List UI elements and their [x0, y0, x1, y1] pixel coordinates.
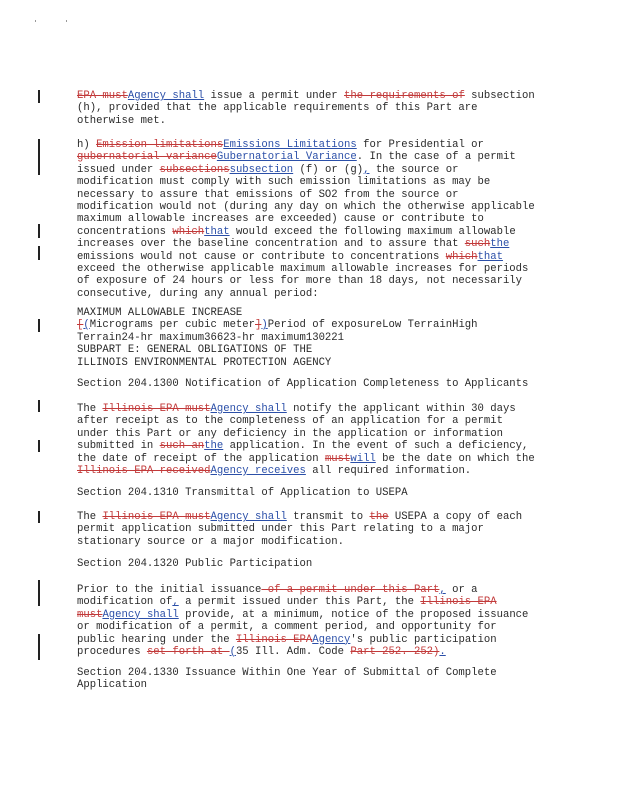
change-bar [38, 511, 40, 523]
text-segment: exceed the otherwise applicable maximum allowable increases for periods [77, 262, 529, 275]
deleted-text: the [369, 511, 389, 523]
text-line [77, 189, 547, 201]
text-segment: 's public participation [350, 633, 497, 646]
inserted-text: Gubernatorial Variance [216, 151, 357, 164]
inserted-text: ( [229, 645, 236, 658]
text-line [77, 226, 547, 238]
text-segment: The [77, 511, 103, 523]
inserted-text: , [172, 596, 179, 609]
text-line [77, 440, 547, 452]
change-bar [38, 246, 40, 260]
text-line [77, 251, 547, 263]
text-segment: provide, at a minimum, notice of the proposed issuance [178, 608, 529, 621]
text-line [77, 584, 547, 596]
inserted-text: the [490, 238, 510, 251]
text-segment: The [77, 403, 103, 415]
paragraph-transmittal [77, 511, 547, 548]
text-segment: the date of receipt of the application [77, 452, 325, 465]
change-bar [38, 224, 40, 238]
text-line [77, 453, 547, 465]
text-segment: emissions would not cause or contribute to concentrations [77, 250, 446, 263]
text-line [77, 201, 547, 213]
text-line [77, 621, 547, 633]
deleted-text: of a permit under this Part [261, 584, 440, 596]
text-line [77, 511, 547, 523]
text-line [77, 332, 547, 344]
text-line [77, 609, 547, 621]
text-segment: concentrations [77, 225, 173, 238]
deleted-text: Illinois EPA must [102, 511, 211, 523]
inserted-text: Agency receives [210, 464, 306, 477]
inserted-text: the [204, 440, 224, 453]
section-heading-1320 [77, 558, 547, 570]
deleted-text: [ [77, 319, 84, 332]
change-bar [38, 580, 40, 606]
scan-speck [66, 20, 67, 22]
paragraph-permit-issuance [77, 90, 547, 127]
text-segment: Prior to the initial issuance [77, 584, 262, 596]
text-line [77, 102, 547, 114]
text-segment: USEPA a copy of each [388, 511, 523, 523]
text-segment: SUBPART E: GENERAL OBLIGATIONS OF THE [77, 344, 313, 357]
text-segment: Terrain24-hr maximum36623-hr maximum130221 [77, 331, 345, 344]
text-line [77, 558, 547, 570]
change-bar [38, 90, 40, 103]
text-segment: be the date on which the [375, 452, 535, 465]
inserted-text: ) [261, 319, 268, 332]
text-line [77, 679, 547, 691]
inserted-text: Agency shall [102, 608, 179, 621]
text-line [77, 634, 547, 646]
text-line [77, 213, 547, 225]
text-segment: of exposure of 24 hours or less for more than 18 days, not necessarily [77, 275, 523, 288]
text-segment: public hearing under the [77, 633, 236, 646]
text-line [77, 151, 547, 163]
deleted-text: Illinois EPA [420, 596, 497, 609]
inserted-text: Agency shall [127, 90, 205, 102]
text-segment: all required information. [305, 464, 472, 477]
text-segment: submitted in [77, 440, 160, 453]
deleted-text: set forth at [146, 645, 230, 658]
text-line [77, 487, 547, 499]
deleted-text: such [464, 238, 491, 251]
deleted-text: ] [255, 319, 262, 332]
paragraph-notification [77, 403, 547, 477]
text-segment: MAXIMUM ALLOWABLE INCREASE [77, 307, 243, 319]
text-line [77, 275, 547, 287]
text-segment: under this Part or any deficiency in the application or information [77, 427, 503, 440]
text-segment: otherwise met. [77, 114, 167, 127]
text-segment: procedures [77, 645, 147, 658]
text-line [77, 139, 547, 151]
inserted-text: , [363, 163, 370, 176]
text-line [77, 415, 547, 427]
text-line [77, 164, 547, 176]
text-segment: the source or [369, 163, 459, 176]
deleted-text: Illinois EPA received [77, 464, 211, 477]
deleted-text: which [172, 225, 205, 238]
section-heading-1310 [77, 487, 547, 499]
inserted-text: subsection [229, 163, 294, 176]
change-bar [38, 440, 40, 452]
text-line [77, 646, 547, 658]
deleted-text: which [445, 250, 478, 263]
text-line [77, 378, 547, 390]
max-allowable-increase-table [77, 307, 547, 369]
text-segment: subsection [464, 90, 535, 102]
text-segment: modification must comply with such emission limitations as may be [77, 176, 491, 189]
text-segment: ILLINOIS ENVIRONMENTAL PROTECTION AGENCY [77, 356, 332, 369]
deleted-text: must [324, 452, 351, 465]
text-line [77, 344, 547, 356]
text-segment: maximum allowable increases are exceeded) cause or contribute to [77, 213, 484, 226]
text-segment: . In the case of a permit [356, 151, 516, 164]
text-line [77, 307, 547, 319]
inserted-text: . [439, 645, 446, 658]
text-segment: (f) or (g) [293, 163, 364, 176]
text-segment: increases over the baseline concentration and to assure that [77, 238, 465, 251]
inserted-text: will [350, 452, 376, 465]
text-line [77, 357, 547, 369]
text-segment: Micrograms per cubic meter [89, 319, 256, 332]
text-segment: notify the applicant within 30 days [286, 403, 516, 415]
text-segment: application. In the event of such a deficiency, [223, 440, 529, 453]
text-line [77, 596, 547, 608]
text-line [77, 288, 547, 300]
inserted-text: Agency shall [210, 403, 287, 415]
change-bar [38, 634, 40, 660]
paragraph-subsection-h [77, 139, 547, 300]
paragraph-public-participation [77, 584, 547, 658]
text-segment: transmit to [286, 511, 370, 523]
change-bar [38, 400, 40, 412]
text-line [77, 263, 547, 275]
text-segment: stationary source or a major modification. [77, 535, 345, 548]
text-line [77, 403, 547, 415]
text-segment: a permit issued under this Part, the [178, 596, 421, 609]
text-segment: modification would not (during any day on which the otherwise applicable [77, 200, 535, 213]
text-segment: (h), provided that the applicable requirements of this Part are [77, 102, 478, 115]
deleted-text: EPA must [77, 90, 128, 102]
text-line [77, 465, 547, 477]
text-segment: 35 Ill. Adm. Code [235, 645, 351, 658]
scan-speck [35, 20, 36, 22]
change-bar [38, 139, 40, 175]
inserted-text: Agency [312, 633, 351, 646]
inserted-text: Agency shall [210, 511, 287, 523]
text-segment: h) [77, 139, 97, 151]
section-heading-1330 [77, 667, 547, 692]
text-line [77, 667, 547, 679]
text-segment: would exceed the following maximum allowable [229, 225, 516, 238]
text-segment: Application [77, 679, 147, 692]
text-line [77, 90, 547, 102]
text-segment: Section 204.1310 Transmittal of Application to USEPA [77, 487, 408, 499]
deleted-text: the requirements of [344, 90, 465, 102]
deleted-text: Emission limitations [96, 139, 224, 151]
text-segment: issue a permit under [204, 90, 345, 102]
text-segment: or modification of a permit, a comment period, and opportunity for [77, 621, 497, 634]
text-segment: Section 204.1300 Notification of Application Completeness to Applicants [77, 378, 529, 390]
text-line [77, 523, 547, 535]
text-line [77, 176, 547, 188]
deleted-text: such an [159, 440, 205, 453]
inserted-text: that [477, 250, 503, 263]
text-segment: Period of exposureLow TerrainHigh [267, 319, 478, 332]
text-line [77, 238, 547, 250]
text-segment: necessary to assure that emissions of SO2 from the source or [77, 188, 459, 201]
text-segment: issued under [77, 163, 160, 176]
deleted-text: Illinois EPA must [102, 403, 211, 415]
deleted-text: gubernatorial variance [77, 151, 217, 164]
deleted-text: Part 252. 252) [350, 645, 440, 658]
inserted-text: that [204, 225, 230, 238]
text-segment: for Presidential or [356, 139, 484, 151]
text-segment: or a [445, 584, 478, 596]
inserted-text: ( [83, 319, 90, 332]
text-segment: Section 204.1320 Public Participation [77, 558, 313, 570]
inserted-text: , [439, 584, 446, 596]
inserted-text: Emissions Limitations [223, 139, 357, 151]
text-segment: after receipt as to the completeness of an application for a permit [77, 415, 503, 428]
text-line [77, 319, 547, 331]
text-segment: Section 204.1330 Issuance Within One Year of Submittal of Complete [77, 667, 497, 679]
text-line [77, 115, 547, 127]
section-heading-1300 [77, 378, 547, 390]
text-line [77, 536, 547, 548]
text-segment: consecutive, during any annual period: [77, 287, 319, 300]
change-bar [38, 319, 40, 332]
deleted-text: subsections [159, 163, 230, 176]
deleted-text: must [77, 608, 103, 621]
text-segment: modification of [77, 596, 173, 609]
text-line [77, 428, 547, 440]
text-segment: permit application submitted under this Part relating to a major [77, 523, 484, 536]
deleted-text: Illinois EPA [235, 633, 313, 646]
